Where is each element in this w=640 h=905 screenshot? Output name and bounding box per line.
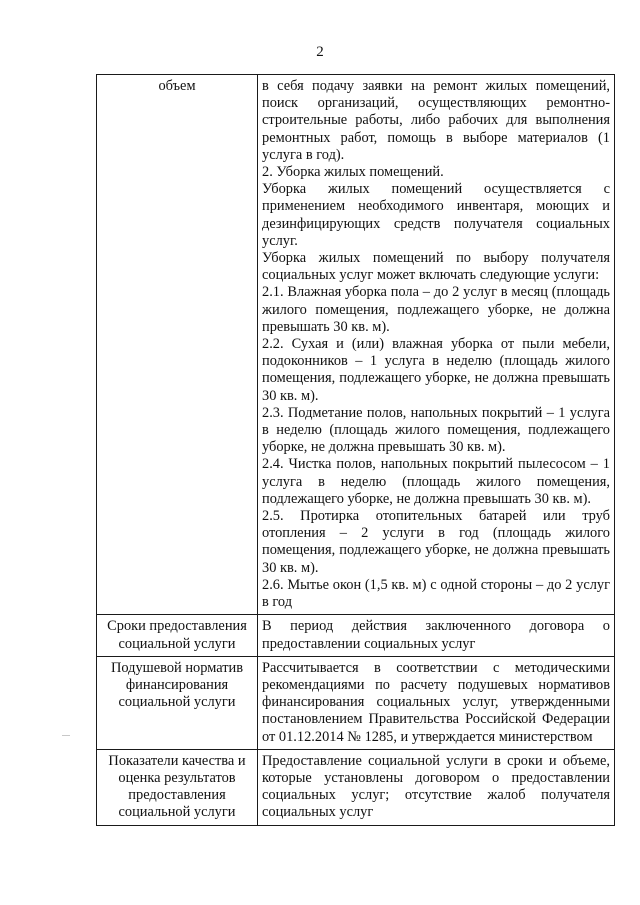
service-description-table — [96, 74, 615, 826]
row-label-cell — [97, 656, 258, 749]
content-paragraph: в себя подачу заявки на ремонт жилых помещений, поиск организаций, осуществляющих ремонтно-строительные работы, либо рабочих для выполнения ремонтных работ, помощь в выборе материалов (1 услуга в год). — [262, 78, 610, 163]
row-content-cell — [258, 749, 615, 825]
content-paragraph: В период действия заключенного договора о предоставлении социальных услуг — [262, 618, 610, 652]
row-content-cell — [258, 75, 615, 615]
scan-artifact — [62, 735, 70, 736]
table-row-financing-standard — [97, 656, 615, 749]
table-row-terms — [97, 615, 615, 656]
content-paragraph: 2. Уборка жилых помещений. — [262, 164, 444, 181]
content-paragraph: 2.1. Влажная уборка пола – до 2 услуг в месяц (площадь жилого помещения, подлежащего уборке, не должна превышать 30 кв. м). — [262, 284, 610, 335]
content-paragraph: 2.2. Сухая и (или) влажная уборка от пыли мебели, подоконников – 1 услуга в неделю (площадь жилого помещения, подлежащего уборке, не должна превышать 30 кв. м). — [262, 336, 610, 404]
row-content-cell — [258, 656, 615, 749]
row-label: Сроки предоставления социальной услуги — [107, 618, 247, 652]
content-paragraph: 2.3. Подметание полов, напольных покрытий – 1 услуга в неделю (площадь жилого помещения, подлежащего уборке, не должна превышать 30 кв. м). — [262, 404, 610, 456]
content-paragraph: Предоставление социальной услуги в сроки и объеме, которые установлены договором о предоставлении социальных услуг; отсутствие жалоб получателя социальных услуг — [262, 752, 610, 821]
content-paragraph: 2.4. Чистка полов, напольных покрытий пылесосом – 1 услуга в неделю (площадь жилого помещения, подлежащего уборке, не должна превышать 30 кв. м). — [262, 456, 610, 507]
table-row-volume — [97, 75, 615, 615]
row-label-cell — [97, 749, 258, 825]
content-paragraph: 2.5. Протирка отопительных батарей или труб отопления – 2 услуги в год (площадь жилого помещения, подлежащего уборке, не должна превышать 30 кв. м). — [262, 508, 610, 576]
row-label: Показатели качества и оценка результатов предоставления социальной услуги — [108, 752, 246, 821]
content-paragraph: Уборка жилых помещений по выбору получателя социальных услуг может включать следующие услуги: — [262, 250, 610, 284]
row-label: Подушевой норматив финансирования социальной услуги — [110, 659, 244, 711]
row-label: объем — [158, 78, 196, 94]
content-paragraph: Рассчитывается в соответствии с методическими рекомендациями по расчету подушевых нормативов финансирования социальных услуг, утвержденными постановлением Правительства Российской Федерации от 01.12.2014 № 1285, и утверждается министерством — [262, 659, 610, 745]
content-paragraph: Уборка жилых помещений осуществляется с применением необходимого инвентаря, моющих и дезинфицирующих средств получателя социальных услуг. — [262, 181, 610, 249]
page-number: 2 — [316, 44, 324, 60]
row-label-cell — [97, 615, 258, 656]
content-paragraph: 2.6. Мытье окон (1,5 кв. м) с одной стороны – до 2 услуг в год — [262, 576, 610, 611]
row-content-cell — [258, 615, 615, 656]
row-label-cell — [97, 75, 258, 615]
table-row-quality-indicators — [97, 749, 615, 825]
